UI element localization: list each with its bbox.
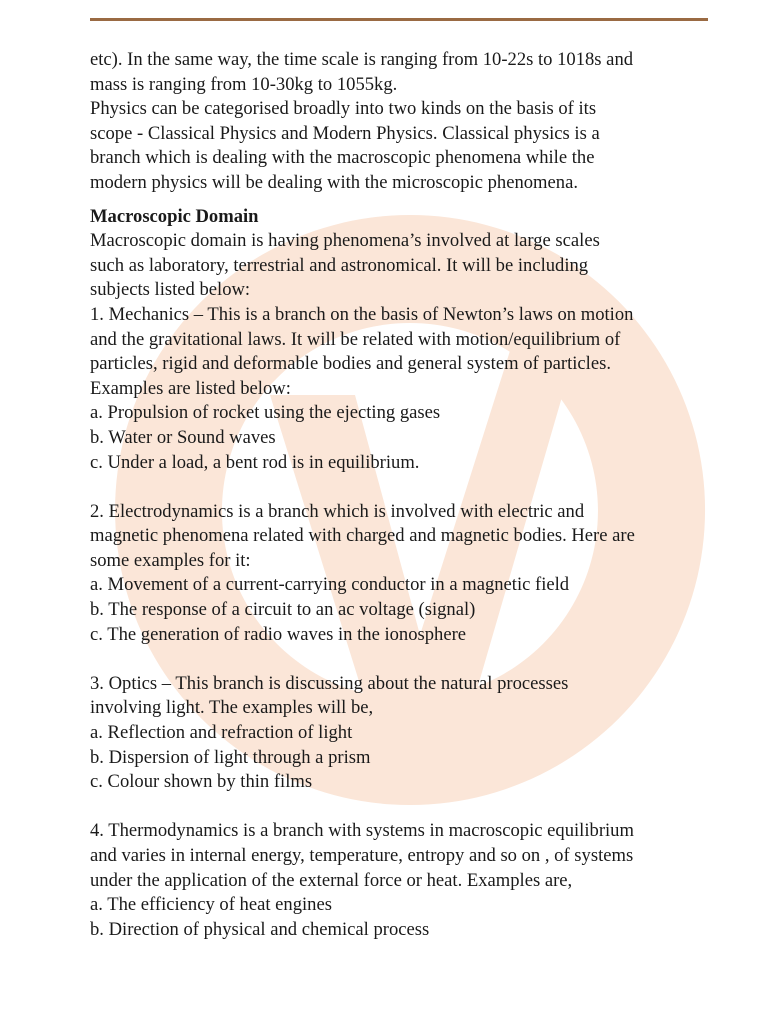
- list-item: c. The generation of radio waves in the ionosphere: [90, 623, 467, 645]
- paragraph-line: modern physics will be dealing with the microscopic phenomena.: [90, 171, 578, 193]
- paragraph-gap: [90, 795, 720, 820]
- list-item: a. Propulsion of rocket using the ejecting gases: [90, 402, 441, 424]
- paragraph-gap: [90, 475, 720, 500]
- document-page: [90, 48, 720, 942]
- electro-line: some examples for it:: [90, 549, 251, 571]
- mechanics-line: particles, rigid and deformable bodies and general system of particles.: [90, 353, 611, 375]
- list-item: a. Movement of a current-carrying conductor in a magnetic field: [90, 574, 570, 596]
- mechanics-line: Examples are listed below:: [90, 377, 291, 399]
- paragraph-line: Physics can be categorised broadly into two kinds on the basis of its: [90, 98, 597, 120]
- optics-line: 3. Optics – This branch is discussing about the natural processes: [90, 672, 569, 694]
- paragraph-line: branch which is dealing with the macroscopic phenomena while the: [90, 147, 595, 169]
- optics-line: involving light. The examples will be,: [90, 697, 374, 719]
- list-item: b. The response of a circuit to an ac voltage (signal): [90, 599, 476, 621]
- list-item: b. Dispersion of light through a prism: [90, 746, 371, 768]
- list-item: c. Under a load, a bent rod is in equilibrium.: [90, 451, 420, 473]
- mechanics-line: 1. Mechanics – This is a branch on the basis of Newton’s laws on motion: [90, 303, 634, 325]
- mechanics-line: and the gravitational laws. It will be related with motion/equilibrium of: [90, 328, 621, 350]
- list-item: a. The efficiency of heat engines: [90, 894, 332, 916]
- thermo-line: under the application of the external force or heat. Examples are,: [90, 869, 573, 891]
- paragraph-gap: [90, 647, 720, 672]
- paragraph-line: scope - Classical Physics and Modern Physics. Classical physics is a: [90, 122, 600, 144]
- list-item: b. Water or Sound waves: [90, 426, 276, 448]
- list-item: b. Direction of physical and chemical process: [90, 918, 430, 940]
- electro-line: magnetic phenomena related with charged and magnetic bodies. Here are: [90, 525, 635, 547]
- list-item: a. Reflection and refraction of light: [90, 722, 353, 744]
- paragraph-line: subjects listed below:: [90, 279, 251, 301]
- paragraph-line: Macroscopic domain is having phenomena’s involved at large scales: [90, 230, 600, 252]
- thermo-line: and varies in internal energy, temperature, entropy and so on , of systems: [90, 845, 634, 866]
- header-rule: [90, 18, 708, 21]
- section-heading: Macroscopic Domain: [90, 205, 259, 227]
- list-item: c. Colour shown by thin films: [90, 771, 313, 793]
- paragraph-line: etc). In the same way, the time scale is ranging from 10-22s to 1018s and: [90, 49, 634, 70]
- thermo-line: 4. Thermodynamics is a branch with systems in macroscopic equilibrium: [90, 820, 634, 842]
- paragraph-line: mass is ranging from 10-30kg to 1055kg.: [90, 73, 398, 95]
- electro-line: 2. Electrodynamics is a branch which is involved with electric and: [90, 500, 585, 522]
- paragraph-line: such as laboratory, terrestrial and astronomical. It will be including: [90, 254, 589, 276]
